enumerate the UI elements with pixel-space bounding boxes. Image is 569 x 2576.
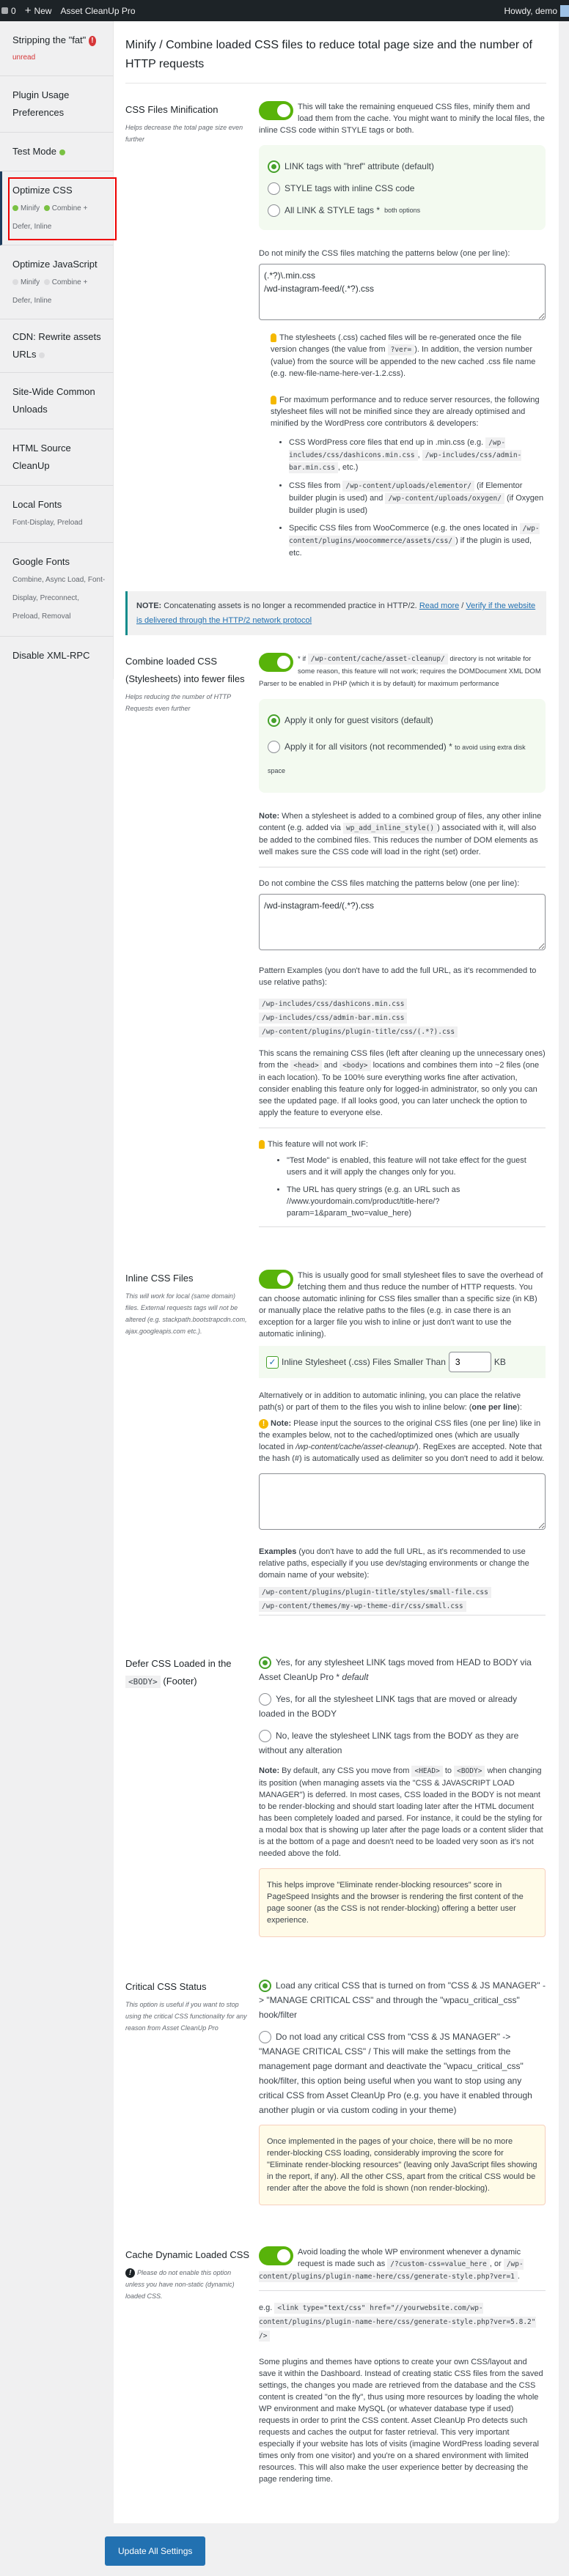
size-unit: KB	[493, 1357, 506, 1367]
code-snippet: /wp-content/cache/asset-cleanup/	[308, 654, 448, 665]
text-segment: (if Oxygen builder plugin is used)	[289, 494, 544, 515]
text-segment: Alternatively or in addition to automatic inlining, you can place the relative path(s) or part of them to the files you wish to inline below: (	[259, 1391, 521, 1412]
combine-option-guests[interactable]	[268, 714, 537, 727]
sidebar-item-optimize-css[interactable]	[0, 171, 114, 245]
link[interactable]: Verify if the website is delivered through the HTTP/2 network protocol	[136, 602, 536, 625]
highlight-frame	[8, 177, 117, 240]
sidebar-item-label: CDN: Rewrite assets URLs	[12, 331, 101, 360]
code-snippet: <BODY>	[454, 1766, 485, 1777]
example-path: /wp-content/plugins/plugin-title/styles/small-file.css	[259, 1587, 491, 1598]
option-label	[259, 1731, 518, 1755]
critical-css-row	[125, 1978, 546, 2220]
tip-text	[271, 333, 535, 378]
text-segment: e.g.	[259, 2303, 275, 2312]
text-segment: Avoid loading the whole WP environment whenever a dynamic request is made such as	[298, 2248, 521, 2268]
page-title: Minify / Combine loaded CSS files to reduce total page size and the number of HTTP requests	[125, 36, 546, 84]
exclude-label: Do not combine the CSS files matching the patterns below (one per line):	[259, 879, 520, 888]
sidebar-item-sub: Font-Display, Preload	[12, 519, 83, 527]
example-pattern: /wp-includes/css/dashicons.min.css	[259, 999, 407, 1010]
text-segment: For maximum performance and to reduce server resources, the following stylesheet files will not be minified since they are already optimised and minified by the WordPress core contributors & developers:	[271, 396, 540, 428]
settings-panel	[114, 21, 559, 2523]
italic-text: /wp-content/cache/asset-cleanup/	[295, 1443, 416, 1451]
avatar	[560, 5, 569, 17]
option-hint: to avoid using extra disk space	[268, 744, 526, 774]
minify-options	[259, 145, 546, 230]
sidebar-item-sub: Combine, Async Load, Font-Display, Preconnect, Preload, Removal	[12, 576, 106, 621]
setting-label: Inline CSS Files	[125, 1273, 194, 1284]
setting-description: This option is useful if you want to stop using the critical CSS functionality for any reason from Asset CleanUp Pro	[125, 2001, 247, 2032]
admin-bar	[0, 0, 569, 21]
list-item	[289, 480, 546, 517]
text-segment: ). In addition, the version number (value) from the source will be appended to the new cached .css file name (e.g. new-file-name-here-ver-1.2.css).	[271, 345, 536, 378]
text-segment: ) associated with it, will also be added to the combined files. This reduces the number of DOM elements as well makes sure the CSS code will load in the right (set) order.	[259, 823, 538, 856]
inline-toggle[interactable]	[259, 1270, 293, 1289]
new-content-link[interactable]	[25, 5, 52, 17]
radio-checked[interactable]	[259, 1657, 271, 1669]
sidebar-item-optimize-js[interactable]	[0, 245, 114, 319]
comment-icon	[1, 7, 8, 14]
text-segment: Concatenating assets is no longer a recommended practice in HTTP/2.	[161, 602, 419, 610]
text-segment: * if	[298, 655, 308, 663]
combine-toggle[interactable]	[259, 653, 293, 672]
not-work-list	[259, 1155, 546, 1219]
option-label: Apply it for all visitors (not recommended) *	[284, 741, 452, 752]
text-segment: /	[459, 602, 466, 610]
list-item	[289, 437, 546, 474]
http2-notice	[125, 591, 546, 635]
critical-info-box: Once implemented in the pages of your choice, there will be no more render-blocking CSS loading, considerably improving the score for "Eliminate render-blocking resources" (leaving only JavaScript files showing in the report, if any). All the other CSS, apart from the critical CSS would be render after the above the fold is shown (non render-blocking).	[259, 2125, 546, 2205]
minify-option-style[interactable]	[268, 182, 537, 195]
new-label: New	[34, 5, 52, 16]
bold-text: Note:	[271, 1419, 292, 1428]
list-item	[289, 522, 546, 559]
sidebar-item-label: Local Fonts	[12, 499, 62, 510]
inline-intro: This is usually good for small stylesheet files to save the overhead of fetching them and thus reduce the number of HTTP requests. You can choose automatic inlining for CSS files smaller than a specific size (in KB) or manually place the relative paths to the files (e.g. in case there is an exception for a larger file you wish to inline or just don't want to use the automatic inlining).	[259, 1271, 543, 1339]
sub-rest: + Defer, Inline	[12, 278, 88, 305]
sidebar-item-label: Plugin Usage Preferences	[12, 89, 70, 118]
code-snippet: <HEAD>	[411, 1766, 442, 1777]
plugin-menu-link[interactable]: Asset CleanUp Pro	[60, 5, 136, 16]
text-segment: Specific CSS files from WooCommerce (e.g. the ones located in	[289, 524, 520, 533]
inline-paths-textarea[interactable]	[259, 1473, 546, 1530]
list-item	[287, 1184, 546, 1219]
label-text: (Footer)	[163, 1676, 197, 1687]
defer-option-moved[interactable]	[259, 1655, 546, 1684]
update-all-settings-button[interactable]: Update All Settings	[105, 2536, 205, 2566]
cache-example	[259, 2301, 546, 2343]
example-pattern: /wp-includes/css/admin-bar.min.css	[259, 1013, 407, 1024]
radio-unchecked[interactable]	[259, 2031, 271, 2043]
sidebar-item-label: Optimize CSS	[12, 185, 73, 196]
text-segment: The URL has query strings (e.g. an URL such as //www.yourdomain.com/product/title-here/?param=1&param_two=value_here)	[287, 1185, 460, 1218]
option-hint: both options	[384, 207, 421, 214]
text-segment: "Test Mode" is enabled, this feature will not take effect for the guest users and it will apply the changes only for you.	[287, 1156, 526, 1177]
sidebar-item-label: Site-Wide Common Unloads	[12, 386, 95, 415]
defer-option-none[interactable]	[259, 1728, 546, 1758]
sidebar-item-disable-xmlrpc[interactable]	[0, 637, 114, 679]
text-segment: ) if the plugin is used, etc.	[289, 536, 532, 558]
label-text: Defer CSS Loaded in the	[125, 1658, 232, 1669]
sidebar-item-stripping-fat[interactable]	[0, 21, 114, 76]
warning-icon: !	[125, 2268, 135, 2278]
setting-description: Helps reducing the number of HTTP Requests even further	[125, 693, 231, 712]
text-segment: Please input the sources to the original CSS files (one per line) like in the examples below, not to the cached/optimized ones (which are usually located in	[259, 1419, 541, 1451]
text-segment: locations and combines them into ~2 files (one in each location). To be 100% sure everything works fine after activation, consider enabling this feature only for logged-in administrator, so only you can see the updated page. If all looks good, you can later uncheck the option to apply the feature to everyone else.	[259, 1061, 540, 1117]
sidebar-item-label: Test Mode	[12, 146, 56, 157]
defer-option-all[interactable]	[259, 1692, 546, 1721]
option-label: All LINK & STYLE tags *	[284, 205, 381, 215]
defer-note	[259, 1765, 546, 1859]
description-text: Please do not enable this option unless you have non-static (dynamic) loaded CSS.	[125, 2269, 235, 2300]
howdy-label: Howdy, demo	[504, 5, 557, 16]
text-segment: , or	[489, 2259, 504, 2268]
text-segment: directory is not writable for some reason, this feature will not work; requires the DOMDocument XML DOM Parser to be enabled in PHP (which it is by default) for maximum performance	[259, 655, 541, 688]
combine-css-row	[125, 653, 546, 1237]
setting-label: Critical CSS Status	[125, 1981, 207, 1992]
inline-size-input[interactable]	[449, 1352, 491, 1372]
radio-checked[interactable]	[259, 1980, 271, 1992]
code-snippet: /wp-includes/css/admin-bar.min.css	[289, 451, 522, 472]
inline-auto-label: Inline Stylesheet (.css) Files Smaller Than	[282, 1357, 446, 1367]
code-snippet: /?custom-css=value_here	[387, 2259, 490, 2270]
text-segment: This scans the remaining CSS files (left after cleaning up the unnecessary ones) from the	[259, 1049, 546, 1070]
divider	[259, 2290, 546, 2291]
option-label	[259, 1694, 517, 1719]
inline-examples-text	[259, 1546, 546, 1581]
text-segment: (you don't have to add the full URL, as it's recommended to use relative paths, especially if you use dev/staging environments or change the domain name of your website):	[259, 1547, 529, 1580]
minify-exclude-textarea[interactable]	[259, 264, 546, 320]
code-snippet: /wp-content/uploads/oxygen/	[385, 493, 504, 504]
setting-label	[125, 1655, 250, 1691]
cache-dynamic-css-row	[125, 2246, 546, 2494]
sidebar-item-local-fonts[interactable]	[0, 486, 114, 543]
code-snippet: /wp-content/uploads/elementor/	[342, 481, 474, 492]
bold-text: NOTE:	[136, 602, 162, 610]
minify-option-all[interactable]	[268, 204, 537, 217]
examples-label: Pattern Examples (you don't have to add the full URL, as it's recommended to use relative paths):	[259, 966, 537, 987]
text-segment: .	[517, 2272, 520, 2281]
combine-exclude-textarea[interactable]	[259, 894, 546, 950]
radio-unchecked[interactable]	[268, 741, 280, 753]
bold-text: Note:	[259, 1766, 280, 1775]
text-segment: to	[442, 1766, 455, 1775]
defer-info-box: This helps improve "Eliminate render-blocking resources" score in PageSpeed Insights and the browser is rendering the first content of the page sooner (as the CSS is not render-blocking) offering a better user experience.	[259, 1868, 546, 1937]
sidebar-item-cdn[interactable]	[0, 319, 114, 373]
minify-toggle[interactable]	[259, 101, 293, 120]
inline-alt-text	[259, 1390, 546, 1413]
radio-unchecked[interactable]	[268, 204, 280, 217]
css-minification-row	[125, 101, 546, 565]
example-pattern: /wp-content/plugins/plugin-title/css/(.*?).css	[259, 1026, 458, 1037]
sidebar-item-label: HTML Source CleanUp	[12, 443, 71, 471]
text-segment: when changing its position (when managing assets via the "CSS & JAVASCRIPT LOAD MANAGER") is deferred. In most cases, CSS loaded in the BODY is not meant to be render-blocking and should start loading later after the HTML document has been completely loaded and parsed. For instance, it could be the styling for a modal box that is showing up later after the page loads or a content slider that is at the bottom of a page and doesn't need to be loaded very soon as it's not needed above the fold.	[259, 1766, 543, 1858]
inline-auto-box	[259, 1346, 546, 1378]
alert-icon: !	[89, 36, 96, 46]
comments-link[interactable]	[1, 5, 16, 17]
minify-intro: This will take the remaining enqueued CSS files, minify them and load them from the cache. You might want to minify the local files, the inline CSS code within STYLE tags or both.	[259, 103, 545, 135]
plus-icon: +	[24, 4, 32, 17]
text-segment: ). RegExes are accepted. Note that the hash (#) is automatically used as delimiter so you don't need to add it below.	[259, 1443, 545, 1463]
text-segment: The stylesheets (.css) cached files will be re-generated once the file version changes (the value from	[271, 333, 522, 354]
option-label: STYLE tags with inline CSS code	[284, 183, 415, 193]
text-segment: Yes, for all the stylesheet LINK tags that are moved or already loaded in the BODY	[259, 1694, 518, 1719]
option-label: Do not load any critical CSS from "CSS & JS MANAGER" -> "MANAGE CRITICAL CSS" / This will make the settings from the management page dormant and deactivate the "wpacu_critical_css" hook/filter, this option being useful when you want to stop using any critical CSS from Asset CleanUp Pro (e.g. you have it enabled through another plugin or via custom coding in your theme)	[259, 2032, 532, 2115]
radio-unchecked[interactable]	[259, 1730, 271, 1742]
sidebar-item-html-cleanup[interactable]	[0, 429, 114, 486]
unread-label: unread	[12, 53, 36, 62]
setting-description	[125, 2267, 250, 2302]
sidebar-item-label: Google Fonts	[12, 556, 70, 567]
combine-option-all[interactable]	[268, 736, 537, 782]
text-segment: By default, any CSS you move from	[279, 1766, 412, 1775]
status-dot-icon	[44, 279, 50, 285]
radio-checked[interactable]	[268, 160, 280, 173]
combine-note	[259, 810, 546, 858]
text-segment: Yes, for any stylesheet LINK tags moved from HEAD to BODY via Asset CleanUp Pro *	[259, 1657, 532, 1682]
list-item	[287, 1155, 546, 1178]
text-segment: , etc.)	[337, 463, 359, 472]
status-dot-icon	[12, 279, 18, 285]
link[interactable]: Read more	[419, 602, 460, 610]
text-segment: and	[321, 1061, 340, 1070]
cache-body-text: Some plugins and themes have options to create your own CSS/layout and save it within the Dashboard. Instead of creating static CSS files from the saved settings, the changes you made are retrieved from the database and the CSS content is created "on the fly", thus using more resources by loading the whole WP environment and make MySQL (or whatever database type if used) requests in order to print the CSS content. Asset CleanUp Pro detects such requests and caches the output for faster retrieval. This very important especially if your website has lots of visits (imagine WordPress loading several times only from one visitor) and you're on a shared environment with limited resources. This will also make the user experience better by decreasing the page rendering time.	[259, 2358, 543, 2484]
code-snippet: ?ver=	[388, 344, 415, 355]
text-segment: ):	[517, 1403, 522, 1412]
inline-css-row	[125, 1270, 546, 1626]
sub-minify: Minify	[21, 204, 40, 212]
sub-rest: + Defer, Inline	[12, 204, 88, 231]
text-segment: No, leave the stylesheet LINK tags from the BODY as they are without any alteration	[259, 1731, 519, 1755]
radio-unchecked[interactable]	[259, 1693, 271, 1706]
setting-description: Helps decrease the total page size even further	[125, 124, 243, 143]
setting-label: Cache Dynamic Loaded CSS	[125, 2249, 250, 2260]
code-snippet: /wp-content/plugins/plugin-name-here/css/generate-style.php?ver=1	[259, 2260, 524, 2281]
excluded-files-list	[271, 437, 546, 559]
sidebar-item-site-wide-unloads[interactable]	[0, 373, 114, 429]
option-label: LINK tags with "href" attribute (default)	[284, 161, 434, 171]
sidebar-item-label: Stripping the "fat"	[12, 34, 87, 45]
tip-text	[271, 396, 540, 428]
sub-combine: Combine	[51, 204, 81, 212]
text-segment: CSS WordPress core files that end up in .min.css (e.g.	[289, 438, 486, 447]
status-dot-icon	[39, 352, 45, 358]
setting-label: CSS Files Minification	[125, 104, 219, 115]
critical-option-disable[interactable]	[259, 2029, 546, 2117]
radio-unchecked[interactable]	[268, 182, 280, 195]
sub-combine: Combine	[51, 278, 81, 286]
not-work-heading: This feature will not work IF:	[268, 1140, 368, 1149]
option-label: Load any critical CSS that is turned on from "CSS & JS MANAGER" -> "MANAGE CRITICAL CSS" and through the "wpacu_critical_css" hook/filter	[259, 1980, 546, 2020]
option-label: Apply it only for guest visitors (default)	[284, 715, 433, 725]
label-code: <BODY>	[125, 1676, 161, 1688]
lightbulb-icon	[259, 1140, 265, 1149]
inline-note	[259, 1419, 544, 1463]
text-segment: ,	[417, 451, 422, 459]
code-snippet: wp_add_inline_style()	[343, 823, 437, 834]
cache-dynamic-toggle[interactable]	[259, 2246, 293, 2265]
combine-scan-text	[259, 1048, 546, 1119]
sidebar-item-google-fonts[interactable]	[0, 543, 114, 637]
code-snippet: <link type="text/css" href="//yourwebsite.com/wp-content/plugins/plugin-name-here/css/generate-style.php?ver=5.8.2" />	[259, 2304, 536, 2340]
radio-checked[interactable]	[268, 714, 280, 727]
lightbulb-icon	[271, 333, 276, 342]
minify-option-link[interactable]	[268, 160, 537, 173]
italic-text: default	[342, 1672, 369, 1682]
text-segment: (if Elementor builder plugin is used) and	[289, 481, 523, 503]
combine-intro	[259, 654, 541, 688]
code-snippet: /wp-includes/css/dashicons.min.css	[289, 439, 506, 459]
lightbulb-icon	[271, 396, 276, 404]
code-snippet: <head>	[290, 1060, 321, 1071]
comment-count: 0	[11, 5, 16, 16]
text-segment: When a stylesheet is added to a combined group of files, any other inline content (e.g. added via	[259, 812, 542, 832]
divider	[259, 1226, 546, 1227]
bold-text: one per line	[471, 1403, 518, 1412]
defer-css-row	[125, 1655, 546, 1952]
setting-label: Combine loaded CSS (Stylesheets) into fewer files	[125, 656, 245, 684]
cache-intro	[259, 2248, 524, 2281]
account-menu[interactable]	[504, 5, 569, 17]
code-snippet: <body>	[339, 1060, 370, 1071]
text-segment: CSS files from	[289, 481, 343, 490]
status-dot-icon	[59, 149, 65, 155]
sidebar-item-plugin-usage[interactable]	[0, 76, 114, 133]
combine-options	[259, 699, 546, 793]
option-label	[259, 1657, 532, 1682]
example-path: /wp-content/themes/my-wp-theme-dir/css/small.css	[259, 1601, 466, 1612]
settings-sidebar	[0, 21, 114, 679]
sidebar-item-label: Optimize JavaScript	[12, 259, 98, 270]
bold-text: Note:	[259, 812, 280, 821]
bold-text: Examples	[259, 1547, 297, 1556]
sub-minify: Minify	[21, 278, 40, 286]
warning-icon: !	[259, 1419, 268, 1429]
exclude-label: Do not minify the CSS files matching the patterns below (one per line):	[259, 249, 510, 258]
sidebar-item-test-mode[interactable]	[0, 133, 114, 171]
critical-option-load[interactable]	[259, 1978, 546, 2022]
code-snippet: /wp-content/plugins/woocommerce/assets/css/	[289, 525, 540, 545]
sidebar-item-label: Disable XML-RPC	[12, 650, 90, 661]
inline-auto-checkbox[interactable]: ✓	[266, 1356, 279, 1369]
setting-description: This will work for local (same domain) files. External requests tags will not be altered (e.g. stackpath.bootstrapcdn.com, ajax.googleapis.com etc.).	[125, 1292, 247, 1335]
